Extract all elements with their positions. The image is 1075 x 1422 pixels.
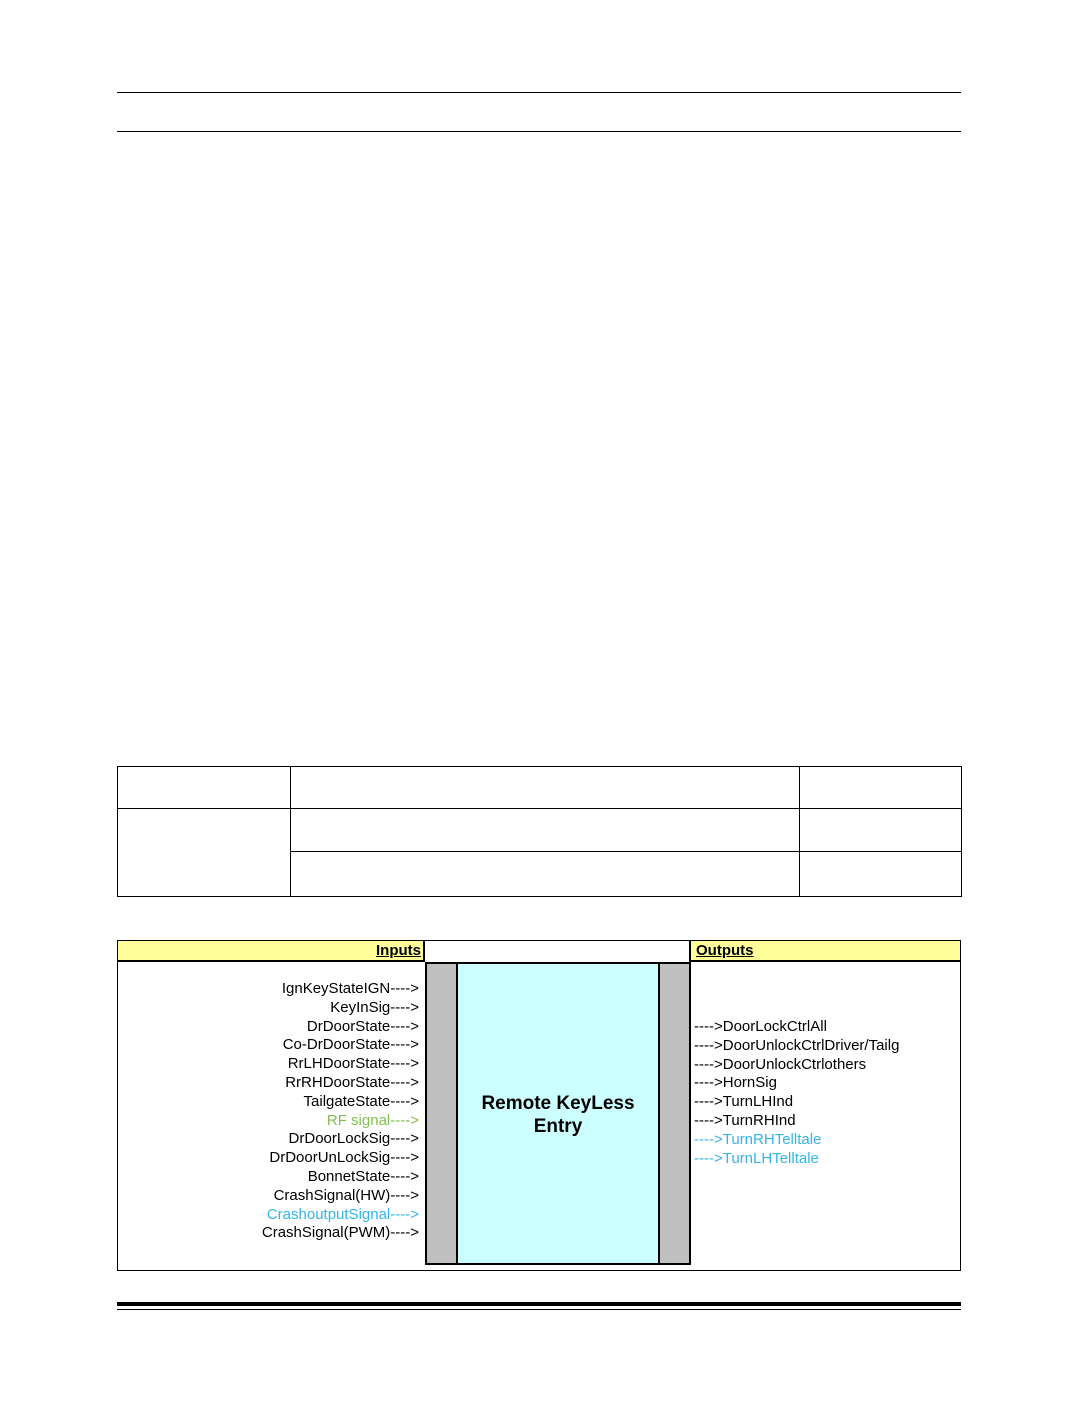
outputs-list [694, 1018, 899, 1168]
outputs-header: Outputs [689, 941, 960, 962]
input-signal: KeyInSig----> [330, 998, 419, 1016]
output-signal: ---->DoorLockCtrlAll [694, 1018, 827, 1035]
footer-rule-thin [117, 1309, 961, 1310]
input-signal: CrashSignal(PWM)----> [261, 1224, 419, 1242]
inputs-list [262, 980, 419, 1243]
input-signal: RrLHDoorState----> [287, 1055, 419, 1073]
input-signal: RF signal----> [326, 1111, 419, 1129]
input-signal: CrashoutputSignal----> [266, 1205, 419, 1223]
input-signal: DrDoorState----> [306, 1017, 419, 1035]
header-rule-bottom [117, 131, 961, 132]
table-cell [118, 767, 291, 809]
table-cell-merged [118, 809, 291, 897]
input-signal: TailgateState----> [303, 1092, 419, 1110]
table-cell [800, 809, 962, 852]
input-signal: IgnKeyStateIGN----> [281, 980, 419, 997]
table-cell [800, 852, 962, 897]
header-spacer [425, 941, 689, 962]
input-signal: CrashSignal(HW)----> [273, 1186, 419, 1204]
input-signal: DrDoorLockSig----> [288, 1130, 419, 1148]
output-signal: ---->TurnLHTelltale [694, 1149, 819, 1167]
empty-table [117, 766, 962, 897]
block-title-line1: Remote KeyLess [481, 1093, 635, 1114]
block-title [458, 1092, 658, 1138]
block-title-line2: Entry [533, 1116, 583, 1137]
output-signal: ---->DoorUnlockCtrlothers [694, 1055, 867, 1073]
remote-keyless-entry-diagram [117, 940, 961, 1271]
input-signal: Co-DrDoorState----> [282, 1036, 419, 1054]
output-signal: ---->HornSig [694, 1074, 777, 1092]
input-signal: RrRHDoorState----> [285, 1073, 419, 1091]
table-cell [800, 767, 962, 809]
header-rule-top [117, 92, 961, 93]
output-signal: ---->TurnRHInd [694, 1111, 796, 1129]
input-signal: BonnetState----> [307, 1167, 419, 1185]
table-cell [291, 809, 800, 852]
output-signal: ---->TurnLHInd [694, 1093, 794, 1111]
block-left-bar [427, 964, 458, 1263]
output-signal: ---->TurnRHTelltale [694, 1130, 822, 1148]
table-cell [291, 852, 800, 897]
table-cell [291, 767, 800, 809]
footer-rule-thick [117, 1302, 961, 1306]
function-block [425, 962, 691, 1265]
inputs-header: Inputs [118, 941, 425, 962]
input-signal: DrDoorUnLockSig----> [269, 1149, 419, 1167]
block-right-bar [658, 964, 689, 1263]
output-signal: ---->DoorUnlockCtrlDriver/Tailg [694, 1036, 900, 1054]
